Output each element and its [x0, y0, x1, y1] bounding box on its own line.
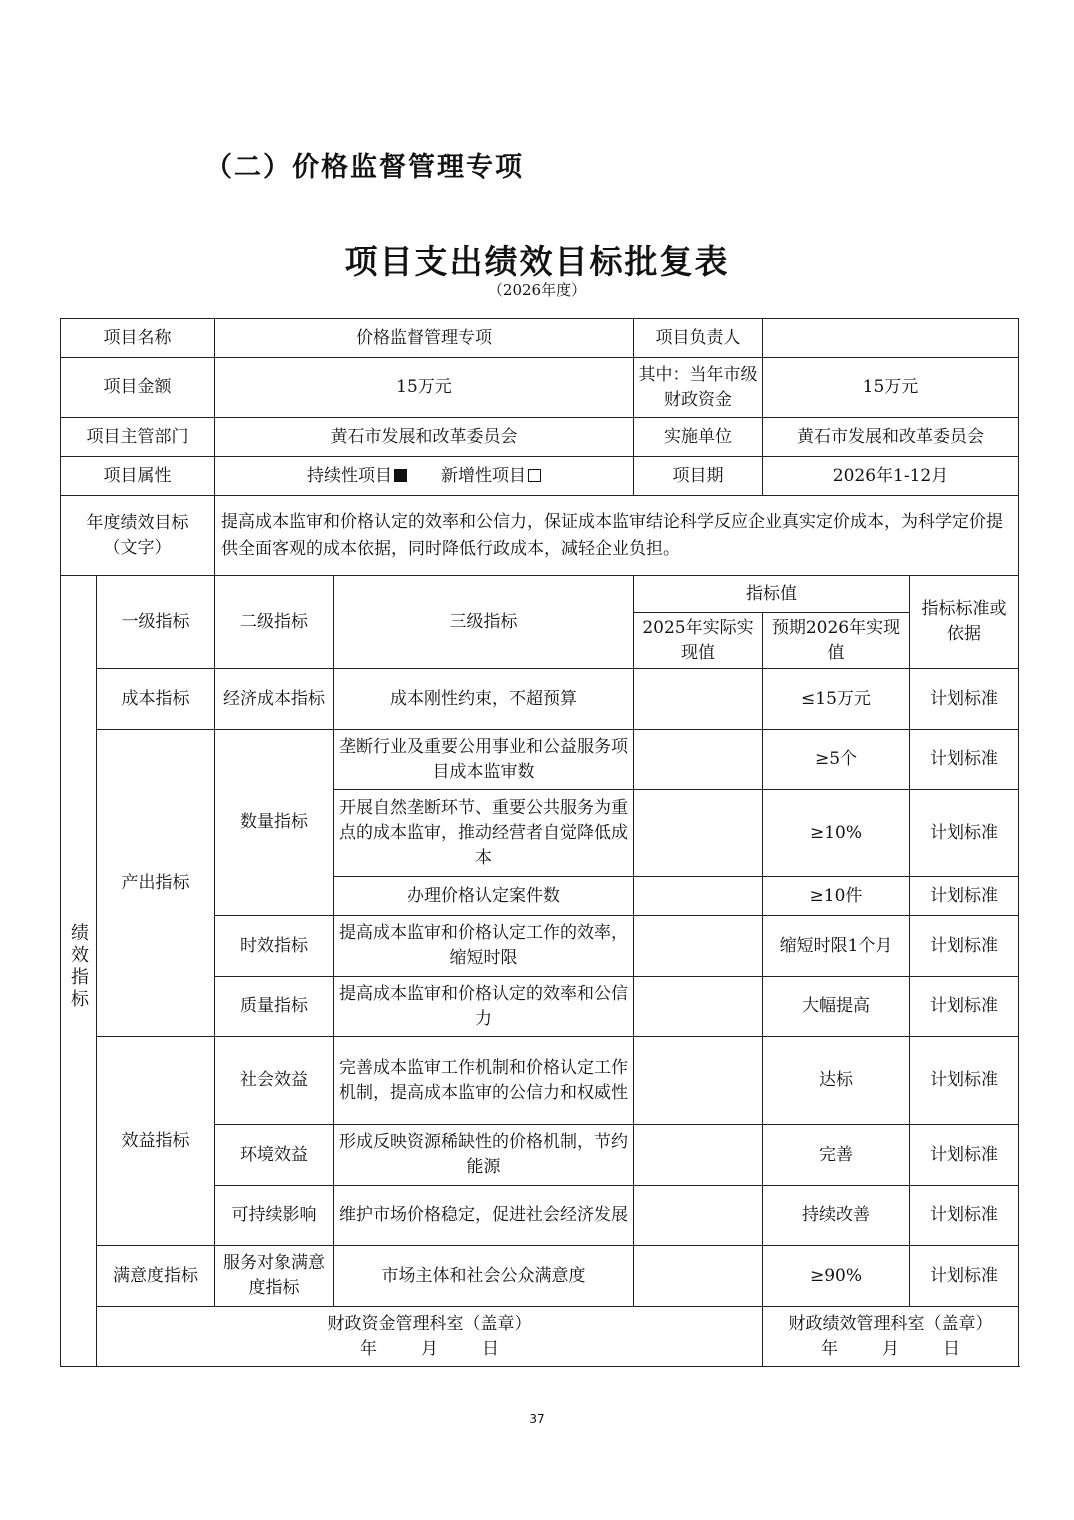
right-signature — [763, 1307, 1019, 1367]
side-label-cell — [61, 576, 97, 1367]
header-actual-2025: 2025年实际实现值 — [634, 613, 763, 669]
impl-value: 黄石市发展和改革委员会 — [763, 418, 1019, 457]
actual-cell — [634, 1246, 763, 1307]
actual-cell — [634, 1186, 763, 1246]
level1-cell: 产出指标 — [97, 730, 215, 1037]
left-date — [101, 1337, 758, 1362]
standard-cell: 计划标准 — [910, 790, 1019, 877]
level2-cell: 质量指标 — [215, 977, 334, 1037]
name-label: 项目名称 — [61, 319, 215, 358]
level2-cell: 数量指标 — [215, 730, 334, 916]
standard-cell: 计划标准 — [910, 669, 1019, 730]
period-value: 2026年1-12月 — [763, 457, 1019, 496]
year-label: 年 — [821, 1338, 838, 1359]
table-row — [61, 730, 1019, 790]
level1-cell: 满意度指标 — [97, 1246, 215, 1307]
page-title: 项目支出绩效目标批复表 — [344, 242, 730, 281]
info-row-dept — [61, 418, 1019, 457]
year-label: 年 — [360, 1338, 377, 1359]
level3-cell: 垄断行业及重要公用事业和公益服务项目成本监审数 — [334, 730, 634, 790]
leader-value — [763, 319, 1019, 358]
right-office: 财政绩效管理科室（盖章） — [788, 1313, 993, 1334]
day-label: 日 — [943, 1338, 960, 1359]
level3-cell: 办理价格认定案件数 — [334, 877, 634, 916]
expected-cell: ≥10% — [763, 790, 910, 877]
attr-new-label: 新增性项目 — [441, 465, 526, 486]
dept-label: 项目主管部门 — [61, 418, 215, 457]
standard-cell: 计划标准 — [910, 916, 1019, 977]
month-label: 月 — [421, 1338, 438, 1359]
expected-cell: 缩短时限1个月 — [763, 916, 910, 977]
expected-cell: 持续改善 — [763, 1186, 910, 1246]
right-date — [767, 1337, 1014, 1362]
standard-cell: 计划标准 — [910, 1246, 1019, 1307]
attr-label: 项目属性 — [61, 457, 215, 496]
standard-cell: 计划标准 — [910, 1037, 1019, 1125]
header-level1: 一级指标 — [97, 576, 215, 669]
left-office: 财政资金管理科室（盖章） — [327, 1313, 532, 1334]
level3-cell: 提高成本监审和价格认定的效率和公信力 — [334, 977, 634, 1037]
level2-cell: 环境效益 — [215, 1125, 334, 1186]
level2-cell: 时效指标 — [215, 916, 334, 977]
level3-cell: 完善成本监审工作机制和价格认定工作机制，提高成本监审的公信力和权威性 — [334, 1037, 634, 1125]
goal-value: 提高成本监审和价格认定的效率和公信力，保证成本监审结论科学反应企业真实定价成本，为科学定价提供全面客观的成本依据，同时降低行政成本，减轻企业负担。 — [215, 496, 1019, 576]
actual-cell — [634, 790, 763, 877]
level3-cell: 成本刚性约束，不超预算 — [334, 669, 634, 730]
info-row-attr — [61, 457, 1019, 496]
attr-value — [215, 457, 634, 496]
city-fund-value: 15万元 — [763, 358, 1019, 418]
dept-value: 黄石市发展和改革委员会 — [215, 418, 634, 457]
level2-cell: 社会效益 — [215, 1037, 334, 1125]
standard-cell: 计划标准 — [910, 730, 1019, 790]
signature-row — [61, 1307, 1019, 1367]
indicator-header-row — [61, 576, 1019, 613]
actual-cell — [634, 730, 763, 790]
city-fund-label: 其中：当年市级财政资金 — [634, 358, 763, 418]
impl-label: 实施单位 — [634, 418, 763, 457]
info-row-goal — [61, 496, 1019, 576]
checkbox-empty-icon[interactable] — [528, 469, 541, 482]
actual-cell — [634, 877, 763, 916]
goal-label: 年度绩效目标（文字） — [61, 496, 215, 576]
header-level2: 二级指标 — [215, 576, 334, 669]
leader-label: 项目负责人 — [634, 319, 763, 358]
expected-cell: ≥90% — [763, 1246, 910, 1307]
table-row — [61, 669, 1019, 730]
level3-cell: 提高成本监审和价格认定工作的效率，缩短时限 — [334, 916, 634, 977]
table-row — [61, 1246, 1019, 1307]
amount-label: 项目金额 — [61, 358, 215, 418]
standard-cell: 计划标准 — [910, 977, 1019, 1037]
info-row-name — [61, 319, 1019, 358]
section-title: （二）价格监督管理专项 — [205, 152, 524, 183]
day-label: 日 — [482, 1338, 499, 1359]
page-number: 37 — [529, 1412, 545, 1426]
expected-cell: ≥10件 — [763, 877, 910, 916]
period-label: 项目期 — [634, 457, 763, 496]
page-subtitle: （2026年度） — [487, 281, 587, 299]
header-expected-2026: 预期2026年实现值 — [763, 613, 910, 669]
standard-cell: 计划标准 — [910, 1186, 1019, 1246]
expected-cell: ≤15万元 — [763, 669, 910, 730]
standard-cell: 计划标准 — [910, 877, 1019, 916]
month-label: 月 — [882, 1338, 899, 1359]
expected-cell: 达标 — [763, 1037, 910, 1125]
level3-cell: 维护市场价格稳定，促进社会经济发展 — [334, 1186, 634, 1246]
amount-value: 15万元 — [215, 358, 634, 418]
level3-cell: 形成反映资源稀缺性的价格机制，节约能源 — [334, 1125, 634, 1186]
checkbox-checked-icon[interactable] — [394, 469, 407, 482]
level2-cell: 经济成本指标 — [215, 669, 334, 730]
expected-cell: ≥5个 — [763, 730, 910, 790]
header-level3: 三级指标 — [334, 576, 634, 669]
actual-cell — [634, 1125, 763, 1186]
expected-cell: 大幅提高 — [763, 977, 910, 1037]
actual-cell — [634, 916, 763, 977]
level2-cell: 服务对象满意度指标 — [215, 1246, 334, 1307]
side-label: 绩效指标 — [68, 923, 89, 1011]
level2-cell: 可持续影响 — [215, 1186, 334, 1246]
left-signature — [97, 1307, 763, 1367]
standard-cell: 计划标准 — [910, 1125, 1019, 1186]
attr-continuing-label: 持续性项目 — [307, 465, 392, 486]
actual-cell — [634, 977, 763, 1037]
performance-target-table — [60, 318, 1019, 1367]
name-value: 价格监督管理专项 — [215, 319, 634, 358]
actual-cell — [634, 669, 763, 730]
header-value-group: 指标值 — [634, 576, 910, 613]
expected-cell: 完善 — [763, 1125, 910, 1186]
header-standard: 指标标准或依据 — [910, 576, 1019, 669]
level3-cell: 开展自然垄断环节、重要公共服务为重点的成本监审，推动经营者自觉降低成本 — [334, 790, 634, 877]
actual-cell — [634, 1037, 763, 1125]
info-row-amount — [61, 358, 1019, 418]
level1-cell: 成本指标 — [97, 669, 215, 730]
level3-cell: 市场主体和社会公众满意度 — [334, 1246, 634, 1307]
table-row — [61, 1037, 1019, 1125]
level1-cell: 效益指标 — [97, 1037, 215, 1246]
